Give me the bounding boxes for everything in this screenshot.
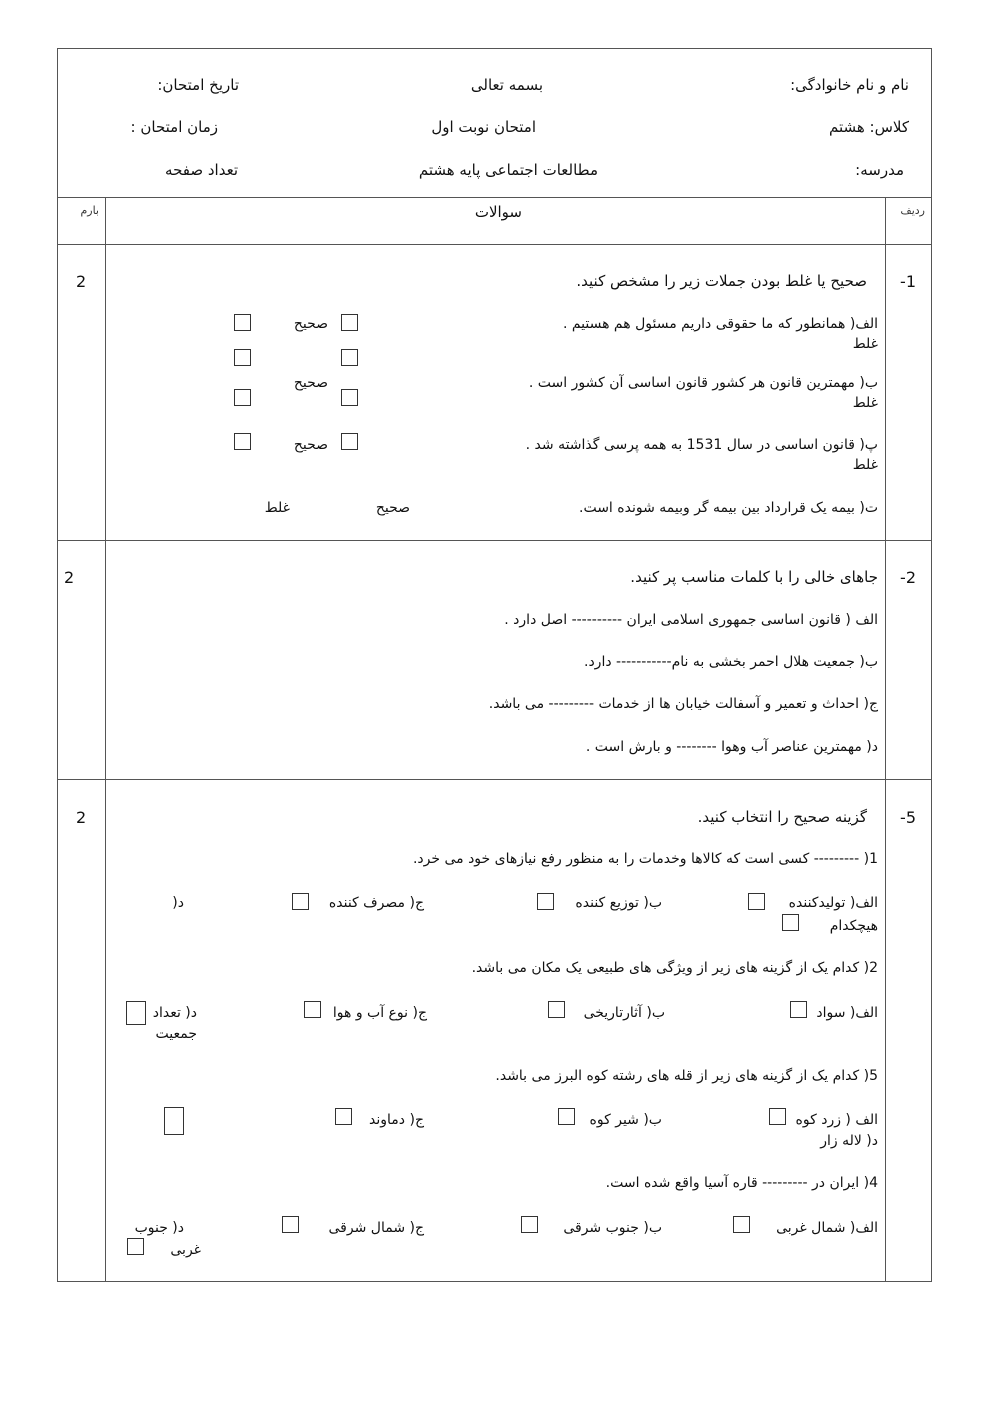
q5-score: 2 xyxy=(76,808,87,827)
q5-4-option-a-checkbox[interactable] xyxy=(733,1216,750,1233)
school-label: مدرسه: xyxy=(855,161,904,179)
q1-item-b-true-label: صحیح xyxy=(293,375,328,391)
q5-1-option-a: الف( تولیدکننده xyxy=(788,895,878,911)
q1-title: صحیح یا غلط بودن جملات زیر را مشخص کنید. xyxy=(576,272,867,290)
page-count-label: تعداد صفحه xyxy=(165,161,238,179)
student-name-label: نام و نام خانوادگی: xyxy=(790,76,909,94)
score-column-divider xyxy=(105,197,106,1282)
q1-item-c-true-label: صحیح xyxy=(293,437,328,453)
q5-1-option-c: ج( مصرف کننده xyxy=(328,895,424,911)
q1-item-c-false-label: غلط xyxy=(852,457,878,473)
q1-item-a: الف( همانطور که ما حقوقی داریم مسئول هم هستیم . xyxy=(562,316,878,332)
q1-number: 1- xyxy=(900,272,916,291)
q5-4-option-b-checkbox[interactable] xyxy=(521,1216,538,1233)
q1-item-c-true-checkbox[interactable] xyxy=(341,433,358,450)
q5-1-option-d-text: هیچکدام xyxy=(829,918,878,934)
q1-item-a-true-label: صحیح xyxy=(293,316,328,332)
q5-1-option-b: ب( توزیع کننده xyxy=(575,895,662,911)
row-column-divider xyxy=(885,197,886,1282)
q5-3-option-c-checkbox[interactable] xyxy=(335,1108,352,1125)
q2-item-b: ب( جمعیت هلال احمر بخشی به نام----------- دارد. xyxy=(584,654,878,670)
q5-1-option-c-checkbox[interactable] xyxy=(292,893,309,910)
exam-date-label: تاریخ امتحان: xyxy=(157,76,239,94)
q5-2-option-c-checkbox[interactable] xyxy=(304,1001,321,1018)
q1-score: 2 xyxy=(76,272,87,291)
q5-4-option-a: الف( شمال غربی xyxy=(776,1220,878,1236)
q5-1-option-d-checkbox[interactable] xyxy=(782,914,799,931)
q2-item-d: د( مهمترین عناصر آب وهوا -------- و بارش است . xyxy=(585,739,878,755)
q5-number: 5- xyxy=(900,808,916,827)
header-divider xyxy=(57,197,932,198)
q5-4-option-d-checkbox[interactable] xyxy=(127,1238,144,1255)
q2-divider xyxy=(57,779,932,780)
q5-2-option-a-checkbox[interactable] xyxy=(790,1001,807,1018)
q5-3-option-b-checkbox[interactable] xyxy=(558,1108,575,1125)
q5-2-option-c: ج( نوع آب و هوا xyxy=(332,1005,427,1021)
q2-item-a: الف ( قانون اساسی جمهوری اسلامی ایران ---------- اصل دارد . xyxy=(504,612,878,628)
q5-3-stem: 5( کدام یک از گزینه های زیر از قله های رشته کوه البرز می باشد. xyxy=(495,1068,878,1084)
q5-2-option-b: ب( آثارتاریخی xyxy=(583,1005,665,1021)
q1-item-a-extra-checkbox[interactable] xyxy=(234,349,251,366)
q5-1-option-d: د( xyxy=(172,895,184,911)
q5-4-stem: 4( ایران در --------- قاره آسیا واقع شده است. xyxy=(605,1175,878,1191)
q5-1-option-a-checkbox[interactable] xyxy=(748,893,765,910)
q5-2-option-a: الف( سواد xyxy=(816,1005,878,1021)
bismillah: بسمه تعالی xyxy=(470,76,543,94)
exam-time-label: زمان امتحان : xyxy=(130,118,218,136)
q2-number: 2- xyxy=(900,568,916,587)
q1-divider xyxy=(57,540,932,541)
exam-turn-label: امتحان نوبت اول xyxy=(431,118,536,136)
q1-item-b-false-checkbox[interactable] xyxy=(234,389,251,406)
q5-4-option-d-text: غربی xyxy=(170,1242,201,1258)
q5-2-stem: 2( کدام یک از گزینه های زیر از ویژگی های طبیعی یک مکان می باشد. xyxy=(471,960,878,976)
q1-item-b: ب( مهمترین قانون هر کشور قانون اساسی آن کشور است . xyxy=(528,375,878,391)
q5-3-option-b: ب( شیر کوه xyxy=(589,1112,662,1128)
q2-title: جاهای خالی را با کلمات مناسب پر کنید. xyxy=(630,568,878,586)
q5-4-option-d: د( جنوب xyxy=(134,1220,184,1236)
questions-column-header: سوالات xyxy=(474,203,522,221)
q1-item-c-false-checkbox[interactable] xyxy=(234,433,251,450)
table-header-divider xyxy=(57,244,932,245)
q1-item-c: پ( قانون اساسی در سال 1531 به همه پرسی گذاشته شد . xyxy=(525,437,878,453)
q5-title: گزینه صحیح را انتخاب کنید. xyxy=(697,808,867,826)
q2-score: 2 xyxy=(64,568,75,587)
q1-item-b-true-checkbox[interactable] xyxy=(341,389,358,406)
class-label: کلاس: هشتم xyxy=(828,118,909,136)
q1-item-d-true-label: صحیح xyxy=(375,500,410,516)
q5-2-option-d-text: جمعیت xyxy=(155,1026,197,1042)
q2-item-c: ج( احداث و تعمیر و آسفالت خیابان ها از خدمات --------- می باشد. xyxy=(488,696,878,712)
q5-3-option-a-checkbox[interactable] xyxy=(769,1108,786,1125)
q5-4-option-b: ب( جنوب شرقی xyxy=(563,1220,662,1236)
q5-3-option-c: ج( دماوند xyxy=(369,1112,424,1128)
q5-2-option-d: د( تعداد xyxy=(152,1005,197,1021)
q5-1-stem: 1( --------- کسی است که کالاها وخدمات را به منظور رفع نیازهای خود می خرد. xyxy=(412,851,878,867)
q5-3-option-a: الف ( زرد کوه xyxy=(795,1112,878,1128)
q1-item-a-false-label: غلط xyxy=(852,336,878,352)
q5-2-option-b-checkbox[interactable] xyxy=(548,1001,565,1018)
q1-item-b-false-label: غلط xyxy=(852,395,878,411)
q1-item-a-true-checkbox[interactable] xyxy=(341,314,358,331)
q5-2-option-d-checkbox[interactable] xyxy=(126,1001,146,1025)
q1-item-a-extra-checkbox[interactable] xyxy=(341,349,358,366)
q5-4-option-c-checkbox[interactable] xyxy=(282,1216,299,1233)
q1-item-a-false-checkbox[interactable] xyxy=(234,314,251,331)
row-column-header: ردیف xyxy=(900,204,925,217)
q1-item-d-false-label: غلط xyxy=(264,500,290,516)
subject-title: مطالعات اجتماعی پایه هشتم xyxy=(418,161,598,179)
score-column-header: بارم xyxy=(80,204,99,217)
q5-4-option-c: ج( شمال شرقی xyxy=(328,1220,424,1236)
q5-3-option-d-checkbox[interactable] xyxy=(164,1107,184,1135)
q1-item-d: ت( بیمه یک قرارداد بین بیمه گر وبیمه شونده است. xyxy=(579,500,878,516)
q5-1-option-b-checkbox[interactable] xyxy=(537,893,554,910)
q5-3-option-d: د( لاله زار xyxy=(820,1133,878,1149)
